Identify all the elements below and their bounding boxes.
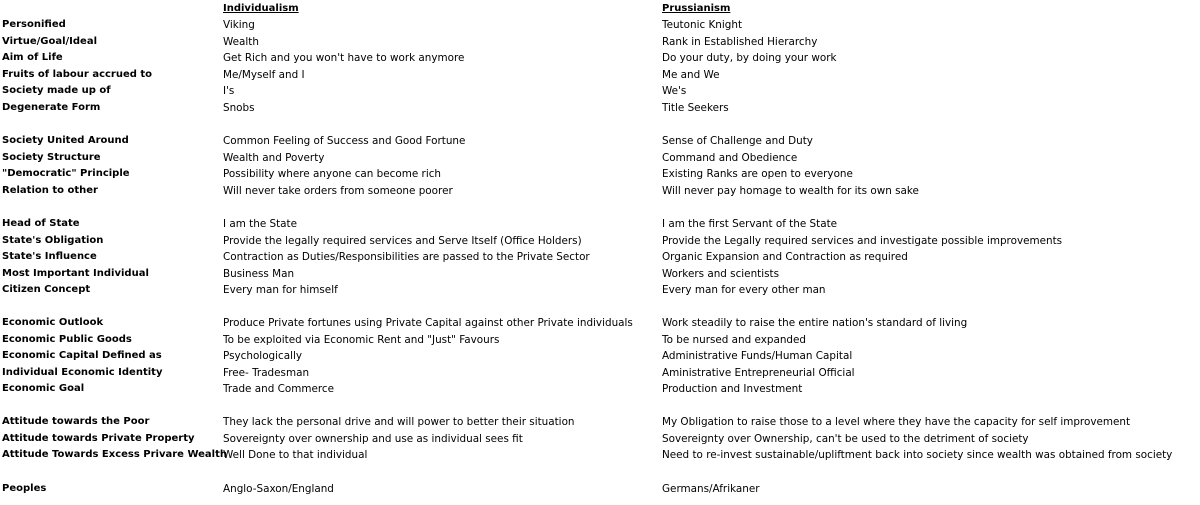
individualism-cell: Contraction as Duties/Responsibilities are passed to the Private Sector (223, 251, 590, 263)
prussianism-cell: Rank in Established Hierarchy (662, 36, 818, 48)
individualism-cell: Anglo-Saxon/England (223, 483, 334, 495)
row-label: State's Influence (2, 251, 97, 262)
table-row (0, 100, 1200, 116)
table-row (0, 17, 1200, 33)
individualism-cell: Will never take orders from someone poorer (223, 185, 453, 197)
row-label: Degenerate Form (2, 102, 101, 113)
individualism-cell: Possibility where anyone can become rich (223, 168, 442, 180)
table-row (0, 365, 1200, 381)
row-label: Attitude towards the Poor (2, 416, 150, 427)
prussianism-cell: Administrative Funds/Human Capital (662, 350, 853, 362)
individualism-cell: To be exploited via Economic Rent and "Just" Favours (223, 334, 500, 346)
table-row (0, 133, 1200, 149)
individualism-cell: Provide the legally required services and Serve Itself (Office Holders) (223, 235, 582, 247)
table-row (0, 34, 1200, 50)
row-label: Fruits of labour accrued to (2, 69, 153, 80)
prussianism-cell: I am the first Servant of the State (662, 218, 838, 230)
prussianism-cell: Sense of Challenge and Duty (662, 135, 813, 147)
prussianism-cell: Organic Expansion and Contraction as required (662, 251, 908, 263)
individualism-cell: Psychologically (223, 350, 303, 362)
table-row (0, 50, 1200, 66)
individualism-cell: Trade and Commerce (223, 383, 334, 395)
table-row (0, 332, 1200, 348)
row-label: Relation to other (2, 185, 98, 196)
prussianism-cell: Do your duty, by doing your work (662, 52, 837, 64)
table-row (0, 282, 1200, 298)
table-row (0, 348, 1200, 364)
table-row (0, 315, 1200, 331)
individualism-cell: Well Done to that individual (223, 449, 368, 461)
table-row (0, 183, 1200, 199)
prussianism-cell: Provide the Legally required services and investigate possible improvements (662, 235, 1063, 247)
prussianism-cell: Me and We (662, 69, 720, 81)
individualism-cell: Produce Private fortunes using Private Capital against other Private individuals (223, 317, 633, 329)
individualism-cell: Sovereignty over ownership and use as individual sees fit (223, 433, 523, 445)
row-label: Society made up of (2, 85, 111, 96)
individualism-cell: Wealth (223, 36, 259, 48)
table-row (0, 67, 1200, 83)
column-header-prussianism: Prussianism (662, 3, 731, 14)
individualism-cell: Business Man (223, 268, 295, 280)
row-label: Economic Capital Defined as (2, 350, 162, 361)
table-row (0, 233, 1200, 249)
table-row (0, 447, 1200, 463)
prussianism-cell: Work steadily to raise the entire nation's standard of living (662, 317, 968, 329)
prussianism-cell: Germans/Afrikaner (662, 483, 760, 495)
individualism-cell: Every man for himself (223, 284, 338, 296)
prussianism-cell: Every man for every other man (662, 284, 826, 296)
row-label: State's Obligation (2, 235, 104, 246)
table-row (0, 83, 1200, 99)
prussianism-cell: To be nursed and expanded (662, 334, 807, 346)
row-label: Individual Economic Identity (2, 367, 163, 378)
prussianism-cell: Existing Ranks are open to everyone (662, 168, 853, 180)
row-label: Aim of Life (2, 52, 63, 63)
row-label: Virtue/Goal/Ideal (2, 36, 97, 47)
prussianism-cell: Will never pay homage to wealth for its own sake (662, 185, 919, 197)
row-label: Most Important Individual (2, 268, 149, 279)
prussianism-cell: Need to re-invest sustainable/upliftment back into society since wealth was obtained from society (662, 449, 1173, 461)
prussianism-cell: Command and Obedience (662, 152, 798, 164)
prussianism-cell: Title Seekers (662, 102, 729, 114)
individualism-cell: I am the State (223, 218, 298, 230)
prussianism-cell: My Obligation to raise those to a level where they have the capacity for self improvement (662, 416, 1131, 428)
prussianism-cell: Production and Investment (662, 383, 803, 395)
prussianism-cell: Workers and scientists (662, 268, 780, 280)
table-row (0, 414, 1200, 430)
table-row (0, 431, 1200, 447)
prussianism-cell: Teutonic Knight (662, 19, 743, 31)
individualism-cell: Wealth and Poverty (223, 152, 325, 164)
row-label: Attitude Towards Excess Privare Wealth (2, 449, 227, 460)
column-header-individualism: Individualism (223, 3, 299, 14)
table-row (0, 150, 1200, 166)
table-row (0, 249, 1200, 265)
row-label: Economic Outlook (2, 317, 104, 328)
row-label: Economic Goal (2, 383, 85, 394)
table-row (0, 481, 1200, 497)
individualism-cell: Me/Myself and I (223, 69, 305, 81)
individualism-cell: Free- Tradesman (223, 367, 310, 379)
row-label: Peoples (2, 483, 47, 494)
individualism-cell: They lack the personal drive and will power to better their situation (223, 416, 575, 428)
individualism-cell: Common Feeling of Success and Good Fortune (223, 135, 466, 147)
prussianism-cell: Sovereignty over Ownership, can't be used to the detriment of society (662, 433, 1029, 445)
table-row (0, 266, 1200, 282)
row-label: Attitude towards Private Property (2, 433, 195, 444)
row-label: Society United Around (2, 135, 129, 146)
row-label: Personified (2, 19, 66, 30)
row-label: Head of State (2, 218, 80, 229)
individualism-cell: Viking (223, 19, 255, 31)
individualism-cell: Snobs (223, 102, 255, 114)
row-label: Economic Public Goods (2, 334, 132, 345)
header-row (0, 1, 1200, 17)
row-label: Society Structure (2, 152, 101, 163)
table-row (0, 166, 1200, 182)
table-row (0, 381, 1200, 397)
prussianism-cell: Aministrative Entrepreneurial Official (662, 367, 855, 379)
prussianism-cell: We's (662, 85, 687, 97)
row-label: Citizen Concept (2, 284, 91, 295)
row-label: "Democratic" Principle (2, 168, 130, 179)
individualism-cell: I's (223, 85, 235, 97)
individualism-cell: Get Rich and you won't have to work anymore (223, 52, 465, 64)
table-row (0, 216, 1200, 232)
